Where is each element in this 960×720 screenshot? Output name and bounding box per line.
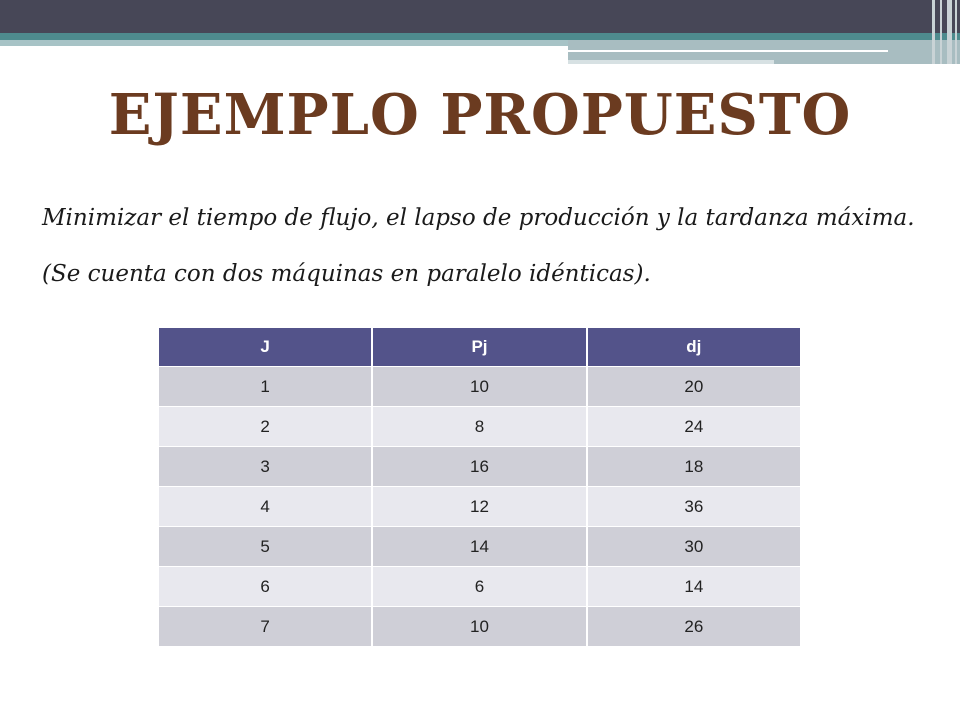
cell-dj: 20 — [587, 367, 800, 407]
decorative-vertical-line — [955, 0, 957, 64]
cell-dj: 18 — [587, 447, 800, 487]
cell-j: 2 — [159, 407, 372, 447]
cell-pj: 10 — [372, 607, 586, 647]
cell-dj: 14 — [587, 567, 800, 607]
cell-dj: 26 — [587, 607, 800, 647]
table-row — [159, 607, 800, 647]
decorative-vertical-line — [932, 0, 935, 64]
table-row — [159, 487, 800, 527]
slide-title: EJEMPLO PROPUESTO — [108, 82, 852, 148]
accent-stripe — [0, 33, 960, 40]
accent-stripe-light — [0, 40, 568, 46]
table-row — [159, 407, 800, 447]
decorative-vertical-line — [940, 0, 942, 64]
accent-line-light — [568, 60, 774, 64]
cell-j: 5 — [159, 527, 372, 567]
column-header-pj: Pj — [372, 328, 586, 367]
table-header-row — [159, 328, 800, 367]
cell-pj: 10 — [372, 367, 586, 407]
cell-j: 7 — [159, 607, 372, 647]
table-row — [159, 567, 800, 607]
data-table — [159, 328, 800, 647]
table-row — [159, 447, 800, 487]
cell-dj: 24 — [587, 407, 800, 447]
cell-dj: 30 — [587, 527, 800, 567]
slide-subtitle: Minimizar el tiempo de flujo, el lapso de producción y la tardanza máxima. (Se cuenta con dos máquinas en paralelo idénticas). — [42, 205, 915, 287]
accent-line — [568, 50, 888, 52]
cell-pj: 12 — [372, 487, 586, 527]
cell-j: 4 — [159, 487, 372, 527]
cell-j: 3 — [159, 447, 372, 487]
cell-pj: 6 — [372, 567, 586, 607]
column-header-j: J — [159, 328, 372, 367]
cell-dj: 36 — [587, 487, 800, 527]
table-row — [159, 367, 800, 407]
cell-pj: 16 — [372, 447, 586, 487]
table-row — [159, 527, 800, 567]
decorative-vertical-line — [947, 0, 952, 64]
header-bar — [0, 0, 960, 33]
cell-pj: 8 — [372, 407, 586, 447]
cell-j: 6 — [159, 567, 372, 607]
cell-j: 1 — [159, 367, 372, 407]
cell-pj: 14 — [372, 527, 586, 567]
column-header-dj: dj — [587, 328, 800, 367]
